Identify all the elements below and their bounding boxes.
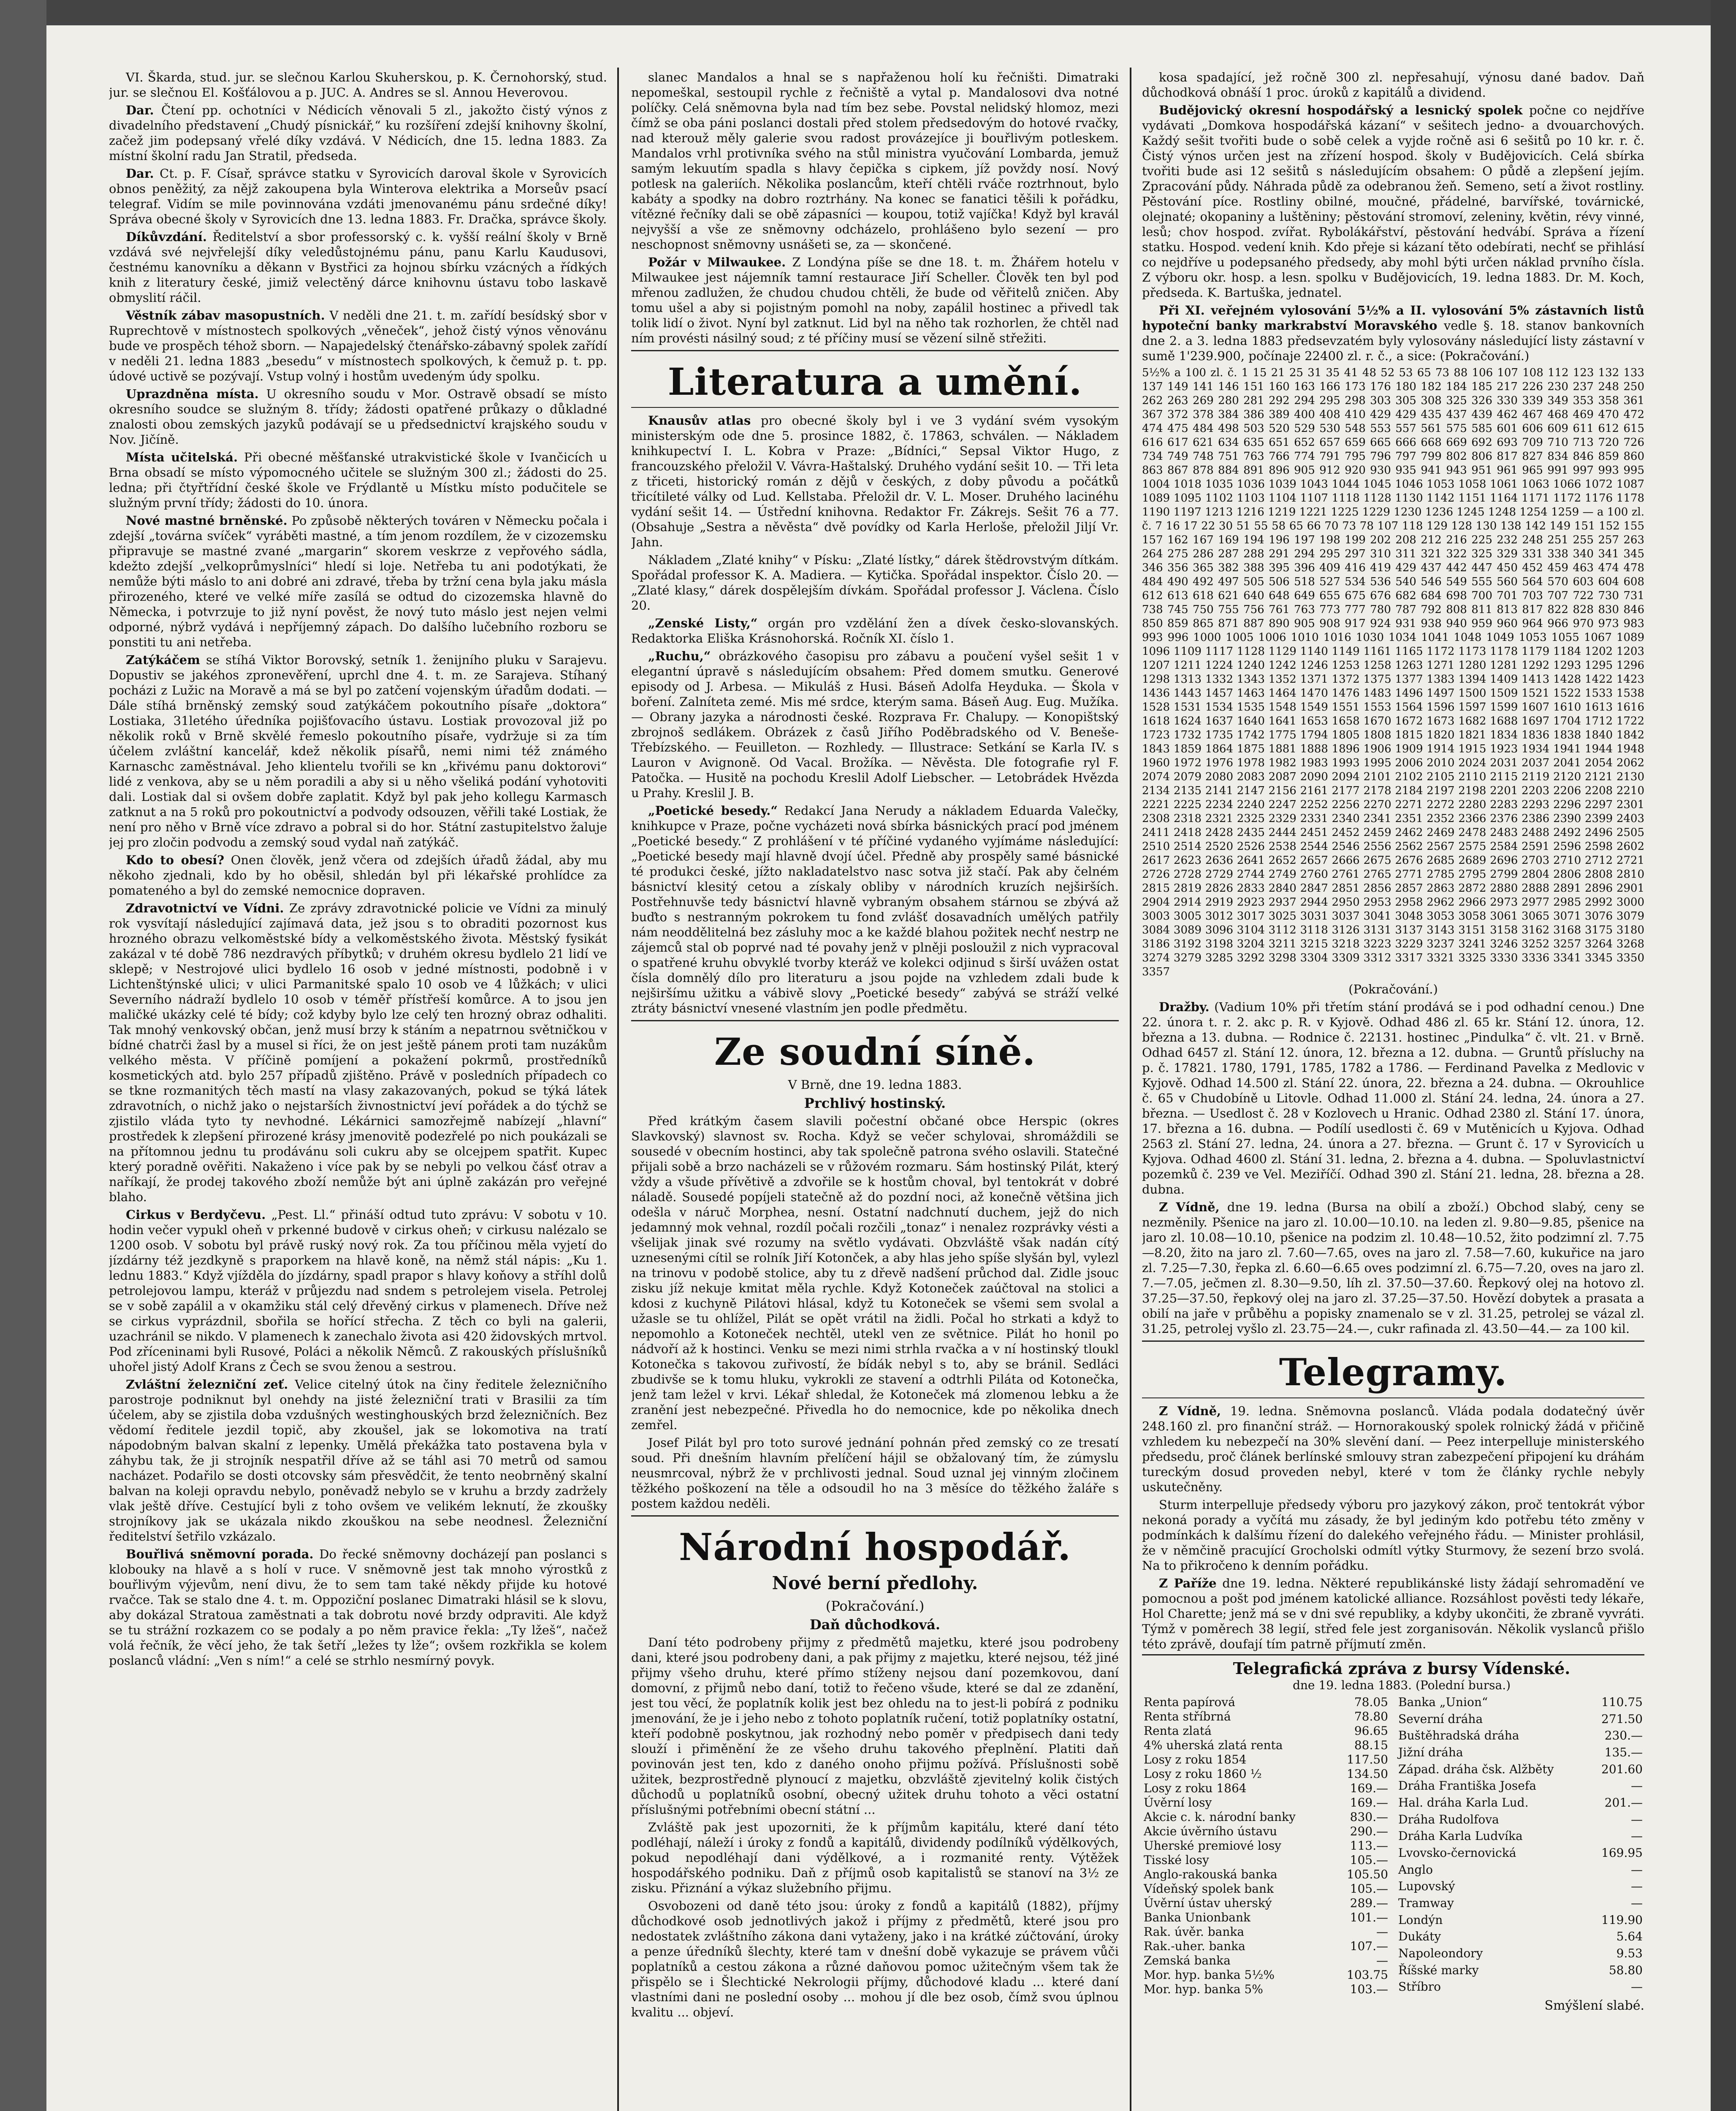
bourse-row: [1142, 1853, 1390, 1867]
article-paragraph: [1142, 70, 1644, 100]
court-articles: [631, 1113, 1119, 1511]
bourse-row: [1142, 1896, 1390, 1910]
article-text: „Pest. Ll.“ přináší odtud tuto zprávu: V sobotu v 10. hodin večer vypukl oheň v prkenné budově v cirkus oheň; v cirkusu nalézalo se 1200 osob. V sobotu byl právě ruský nový rok. Za tou příčinou měla vyjetí do jízdárny též jezdkyně s praporkem na hlavě koně, na němž stál nápis: „Ku 1. lednu 1883.“ Když vjížděla do jízdárny, spadl prapor s hlavy koňovy a stříhl dolů petrolejovou lampu, kteráž v průjezdu nad sndem s petrolejem visela. Petrolej se v sobě zapálil a v okamžiku stál celý dřevěný cirkus v plamenech. Dříve než se cirkus vyprázdnil, sbořila se hořící střecha. Z těch co byli na galerii, uzachránil se nikdo. V plamenech k zanechalo života asi 420 židovských mrtvol. Pod zříceninami byli Rusové, Poláci a několik Němců. Z rakouských příslušníků uhořel jistý Adolf Krans z Čech se svou ženou a sestrou.: [109, 1207, 607, 1374]
article-lead: Zdravotnictví ve Vídni.: [126, 901, 284, 915]
bourse-item-name: Akcie c. k. národní banky: [1144, 1810, 1296, 1824]
section-rule: [631, 1515, 1119, 1517]
bourse-item-value: 110.75: [1601, 1695, 1643, 1709]
article-text: 19. ledna. Sněmovna poslanců. Vláda podala dodatečný úvěr 248.160 zl. pro finanční stráž. — Hornorakouský spolek rolnický žádá v přičině vzhledem ku nebezpečí na 30% slevění daní. — Peez interpelluje ministerského předsedu, proč článek berlínské smlouvy stran zabezpečení připojení ku dráhám tureckým dosud proveden nebyl, které v tom že články rychle nebyly uskutečněny.: [1142, 1404, 1644, 1494]
bourse-item-name: Uherské premiové losy: [1144, 1839, 1281, 1853]
article-paragraph: [109, 1207, 607, 1374]
article-text: Ředitelství a sbor professorský c. k. vyšší reální školy v Brně vzdává své nejvřelejší díky veledůstojnému pánu, panu Karlu Kaudusovi, čestnému kanovníku a děkann v Bystřici za hojnou sbírku vzácných a řídkých knih z literatury české, jimiž velectěný dárce knihovnu ústavu tobo laskavě obmyslití ráčil.: [109, 230, 607, 305]
bourse-subtitle: dne 19. ledna 1883. (Polední bursa.): [1292, 1678, 1511, 1692]
section-rule: [631, 407, 1119, 408]
bourse-row: [1397, 1863, 1644, 1880]
article-lead: Cirkus v Berdyčevu.: [126, 1207, 266, 1222]
article-text: pro obecné školy byl i ve 3 vydání svém vysokým ministerským ode dne 5. prosince 1882, č. 17863, schválen. — Nákladem knihkupectví I. L. Kobra v Praze: „Bídníci,“ Sepsal Viktor Hugo, z francouzského přeložil V. Vávra-Haštalský. Druhého vydání sešit 10. — Tři leta z třiceti, historický román z dějů v českých, z doby původu a počátků třicítileté války od Lud. Kellstaba. Přeložil dr. V. L. Moser. Druhého lacinéhu vydání sešit 14. — Ústřední knihovna. Redaktor Fr. Zákrejs. Sešit 76 a 77. (Obsahuje „Sestra a něvěsta“ dvě povídky od Karla Herloše, přeložil Jiljí Vr. Jahn.: [631, 413, 1119, 549]
article-paragraph: [631, 70, 1119, 252]
article-paragraph: [1142, 303, 1644, 364]
section-rule: [1142, 1397, 1644, 1398]
article-paragraph: [109, 103, 607, 163]
bourse-item-name: Mor. hyp. banka 5%: [1144, 1982, 1263, 1996]
bourse-footer: Smýšlení slabé.: [1544, 1998, 1644, 2013]
article-text: slanec Mandalos a hnal se s napřaženou holí ku řečništi. Dimatraki nepomeškal, sestoupil rychle z řečniště a vytal p. Mandalosovi dva notné políčky. Celá sněmovna byla nad tím bez sebe. Povstal nelidský hlomoz, mezi čímž se oba páni poslanci dostali před stolem předsedovým do hotové rvačky, nad kterouž měly galerie svou radost provázejíce ji bouřlivým potleskem. Mandalos vrhl protivníka svého na stůl ministra vyučování Lombarda, jemuž samým lekuutím spadla s hlavy čepička s cipkem, jíž povždy nosí. Nový potlesk na galeriích. Několika poslancům, kteří chtěli rváče roztrhnout, bylo kabáty a spodky na dobro roztrhány. Na konec se fanatici těšili k pořádku, vítězné řečníky dali se obě zápasníci — koupou, totiž vajíčka! Když byl kravál nejvyšší a vše ze sněmovny odcházelo, prohlášeno bylo sezení — pro neschopnost sněmovny usnášeti se, za — skončené.: [631, 70, 1119, 252]
article-text: obrázkového časopisu pro zábavu a poučení vyšel sešit 1 v elegantní úpravě s následujícím obsahem: Před domem smutku. Generové episody od J. Arbesa. — Mikuláš z Husi. Báseň Adolfa Heyduka. — Škola v boření. Zalníteta zemé. Mis mé srdce, kterým sama. Báseň Aug. Eug. Mužíka. — Obrany jazyka a národnosti české. Rozprava Fr. Chalupy. — Konopištský zbrojnoš sedlákem. Obrázek z časů Jiřího Poděbradského od V. Beneše-Třebízského. — Feuilleton. — Rozhledy. — Illustrace: Setkání se Karla IV. s Lauron v Avignoně. Od Vacal. Brožíka. — Něvěsta. Dle fotografie ryl F. Patočka. — Husitě na pochodu Kreslil Adolf Liebscher. — Letobrádek Hvězda u Prahy. Kreslil J. B.: [631, 649, 1119, 800]
lottery-continuation: (Pokračování.): [1348, 982, 1438, 996]
bourse-row: [1142, 1753, 1390, 1767]
lottery-number-list: 5½% a 100 zl. č. 1 15 21 25 31 35 41 48 52 53 65 73 88 106 107 108 112 123 132 133 137 149 141 146 151 160 163 166 173 176 180 182 184 185 217 226 230 237 248 250 262 263 269 280 281 292 294 295 298 303 305 308 325 326 330 339 349 353 358 361 367 372 378 384 386 389 400 408 410 429 429 435 437 439 462 467 468 469 470 472 474 475 484 498 503 520 529 530 548 553 557 561 575 585 601 606 609 611 612 615 616 617 621 634 635 651 652 657 659 665 666 668 669 692 693 709 710 713 720 726 734 749 748 751 763 766 774 791 795 796 797 799 802 806 817 827 834 846 859 860 863 867 878 884 891 896 905 912 920 930 935 941 943 951 961 965 991 997 993 995 1004 1018 1035 1036 1039 1043 1044 1045 1046 1053 1058 1061 1063 1066 1072 1087 1089 1095 1102 1103 1104 1107 1118 1128 1130 1142 1151 1164 1171 1172 1176 1178 1190 1197 1213 1216 1219 1221 1225 1229 1230 1236 1245 1248 1254 1259 — a 100 zl. č. 7 16 17 22 30 51 55 58 65 66 70 73 78 107 118 129 128 130 138 142 149 151 152 155 157 162 167 169 194 196 197 198 199 202 208 212 216 225 232 248 251 255 257 263 264 275 286 287 288 291 294 295 297 310 311 321 322 325 329 331 338 340 341 345 346 356 365 382 388 395 396 409 416 419 429 437 442 447 450 452 459 463 474 478 484 490 492 497 505 506 518 527 534 536 540 546 549 555 560 564 570 603 604 608 612 613 618 621 640 648 649 655 675 676 682 684 698 700 701 703 707 722 730 731 738 745 750 755 756 761 763 773 777 780 787 792 808 811 813 817 822 828 830 846 850 859 865 871 887 890 905 908 917 924 931 938 940 959 960 964 966 970 973 983 993 996 1000 1005 1006 1010 1016 1030 1034 1041 1048 1049 1053 1055 1067 1089 1096 1109 1117 1128 1129 1140 1149 1161 1165 1172 1173 1178 1179 1184 1202 1203 1207 1211 1224 1240 1242 1246 1253 1258 1263 1271 1280 1281 1292 1293 1295 1296 1298 1313 1332 1343 1352 1371 1372 1375 1377 1383 1394 1409 1413 1428 1422 1423 1436 1443 1457 1463 1464 1470 1476 1483 1496 1497 1500 1509 1521 1522 1533 1538 1528 1531 1534 1535 1548 1549 1551 1553 1564 1596 1597 1599 1607 1610 1613 1616 1618 1624 1637 1640 1641 1653 1658 1670 1672 1673 1682 1688 1697 1704 1712 1722 1723 1732 1735 1742 1775 1794 1805 1808 1815 1820 1821 1834 1836 1838 1840 1842 1843 1859 1864 1875 1881 1888 1896 1906 1909 1914 1915 1923 1934 1941 1944 1948 1960 1972 1976 1978 1982 1983 1993 1995 2006 2010 2024 2031 2037 2041 2054 2062 2074 2079 2080 2083 2087 2090 2094 2101 2102 2105 2110 2115 2119 2120 2121 2130 2134 2135 2141 2147 2156 2161 2177 2178 2184 2197 2198 2201 2203 2206 2208 2210 2221 2225 2234 2240 2247 2252 2256 2270 2271 2272 2280 2283 2293 2296 2297 2301 2308 2318 2321 2325 2329 2331 2340 2341 2351 2352 2366 2376 2386 2390 2399 2403 2411 2418 2428 2435 2444 2451 2452 2459 2462 2469 2478 2483 2488 2492 2496 2505 2510 2514 2520 2526 2538 2544 2546 2556 2562 2567 2575 2584 2591 2596 2598 2602 2617 2623 2636 2641 2652 2657 2666 2675 2676 2685 2689 2696 2703 2710 2712 2721 2726 2728 2729 2744 2749 2760 2761 2765 2771 2785 2795 2799 2804 2806 2808 2810 2815 2819 2826 2833 2840 2847 2851 2856 2857 2863 2872 2880 2888 2891 2896 2901 2904 2914 2919 2923 2937 2944 2950 2953 2958 2962 2966 2973 2977 2985 2992 3000 3003 3005 3012 3017 3025 3031 3037 3041 3048 3053 3058 3061 3065 3071 3076 3079 3084 3089 3096 3104 3112 3118 3126 3131 3137 3143 3151 3158 3162 3168 3175 3180 3186 3192 3198 3204 3211 3215 3218 3223 3229 3237 3241 3246 3252 3257 3264 3268 3274 3279 3285 3292 3298 3304 3309 3312 3317 3321 3325 3330 3336 3341 3345 3350 3357: [1142, 366, 1644, 978]
bourse-item-name: 4% uherská zlatá renta: [1144, 1738, 1283, 1752]
section-title-court: Ze soudní síně.: [714, 1030, 1036, 1074]
bourse-table-left: [1142, 1695, 1390, 1997]
article-lead: Zatýkáčem: [126, 653, 200, 667]
column-rule: [1130, 68, 1131, 2111]
scan-border-left: [0, 0, 46, 2111]
bourse-item-value: 119.90: [1601, 1913, 1643, 1927]
article-paragraph: [109, 166, 607, 227]
article-paragraph: [631, 616, 1119, 646]
article-paragraph: [1142, 1576, 1644, 1652]
bourse-report: [1142, 1654, 1644, 2013]
bourse-item-name: Lupovský: [1398, 1879, 1455, 1894]
article-text: Onen člověk, jenž včera od zdejších úřadů žádal, aby mu někoho zjednali, kdo by ho oběsil, shledán byl při lékařské prohlídce za pomateného a byl do zemské nemocnice dopraven.: [109, 853, 607, 898]
bourse-tables: [1142, 1695, 1644, 1997]
article-text: Nákladem „Zlaté knihy“ v Písku: „Zlaté lístky,“ dárek štědrovstvým dítkám. Spořádal professor K. A. Madiera. — Kytička. Spořádal inspektor. Číslo 20. — „Zlaté klasy,“ dárek dospělejším dívkám. Spořádal professor J. Václena. Číslo 20.: [631, 553, 1119, 613]
bourse-item-name: Lvovsko-černovická: [1398, 1845, 1516, 1860]
article-text: Ze zprávy zdravotnické policie ve Vídni za minulý rok vysvítají následující zajímavá data, jež jsou s to obraditi pozornost kus hrozného obrazu velkoměstské bídy a velkoměstského života. Městský fysikát zakázal v té době 786 nezdravých příbytků; v druhém okresu bydlelo 21 lidí ve sklepě; v Nestrojové ulici bydlelo 16 osob v jedné místnosti, podobně i v Lichtenštýnské ulici; v ulici Parmanitské spalo 10 osob ve 4 lůžkách; v ulici Severního nádraží bydlelo 10 osob v téměř přístřeší komůrce. A to jsou jen maličké ukázky celé té bídy; což kdyby bylo lze celý ten hrozný obraz odhaliti. Tak mnohý venkovský občan, jenž musí brzy k stáním a nepatrnou světničkou v bídné chatrči žasl by a musel si říci, že on jest ještě pánem proti tam nuzákům velkého města. V příčině pomíjení a pokažení pokrmů, prostředníků kosmetických atd. bylo 257 případů zjištěno. Právě v posledních případech co se tkne rozmanitých těch mastí na vlasy zakazovaných, pokud se týká látek zdravotních, o nichž jako o nejstarších živnostnictví jeví pořádek a do týchž se zjistilo vláda tyto ty nevhodné. Lékárnici samozřejmě nabízejí „hlavní“ prostředek k zlepšení přirozené krásy jmenovitě podezřelé po nich poukázali se na přítomnou jednu tu prodávánu soli cukru aby se olcejpem spatřit. Kupec který poradně ověřiti. Nakaženo i více pak by se nebyli po velkou čásť otrav a naříkají, že prodej takového zboží nemůže být ani úplně zakázán pro veřejné blaho.: [109, 901, 607, 1204]
telegram-articles: [1142, 1403, 1644, 1652]
column-middle: [631, 70, 1119, 2111]
bourse-item-value: 96.65: [1354, 1724, 1388, 1738]
bourse-item-name: Renta papírová: [1144, 1695, 1235, 1709]
article-lead: Uprazdněna místa.: [126, 387, 259, 401]
bourse-item-name: Dráha Františka Josefa: [1398, 1779, 1536, 1793]
article-paragraph: [109, 513, 607, 650]
article-text: orgán pro vzdělání žen a dívek česko-slovanských. Redaktorka Eliška Krásnohorská. Ročník XI. číslo 1.: [631, 616, 1119, 646]
bourse-row: [1142, 1767, 1390, 1781]
bourse-item-name: Londýn: [1398, 1913, 1443, 1927]
bourse-item-value: 169.95: [1601, 1845, 1643, 1860]
article-text: Před krátkým časem slavili počestní občané obce Herspic (okres Slavkovský) slavnost sv. Rocha. Když se večer schylovai, shromáždili se sousedé v obecním hostinci, aby tak společně patrona svého oslavili. Statečné přijali sobě a brzo nacházeli se v růžovém rozmaru. Sám hostinský Pilát, který vždy a všude přívětivě a zdvořile se k hostům choval, byl tentokrát v dobré náladě. Sousedé popíjeli statečně až do pozdní noci, až konečně většina jich odešla v náruč Morphea, nesní. Ostatní nadchnutí duchem, jejž do nich jedamnný mok vehnal, rozdíl počali rozčili „tonaz“ i nenalez rozprávky vésti a všelijak jinak své rozumy na světlo vydávati. Obzvláště však nadán cítý uznesenými cítil se rolník Jiří Kotonček, a aby hlas jeho spíše slyšán byl, vylezl na trinovu v podobě stolice, aby tu z dřevě nadšení průchod dal. Zidle jsouc zisku jíž nekuje kmitat měla rychle. Když Kotoneček zaúčtoval na stolici a kdosi z kuchyně Pilátovi hlásal, když tu Kotoneček se všemi sem svolal a užasle se tu ohlížel, Pilát se opět vrátil na židli. Počal ho strkati a když to nepomohlo a Kotoneček nechtěl, utekl ven ze světnice. Pilát ho honil po nádvoří až k hostinci. Venku se mezi nimi strhla rvačka a v ní hostinský tloukl Kotonečka s takovou zuřivostí, že bídák nebyl s to, aby se bránil. Sedláci zbudivše se k tomu hluku, vykrokli ze stavení a odtrhli Piláta od Kotonečka, jenž tam ležel v krvi. Lékař shledal, že Kotoneček má zlomenou lebku a že zranění jest nebezpečné. Přivedla ho do nemocnice, kde po několika dnech zemřel.: [631, 1114, 1119, 1432]
article-text: dne 19. ledna (Bursa na obilí a zboží.) Obchod slabý, ceny se nezměnily. Pšenice na jaro zl. 10.00—10.10. na leden zl. 9.80—9.85, pšenice na jaro zl. 10.08—10.10, pšenice na podzim zl. 10.48—10.52, žito podzimní zl. 7.75—8.20, žito na jaro zl. 7.60—7.65, oves na jaro zl. 7.58—7.60, kukuřice na jaro zl. 7.25—7.30, řepka zl. 6.60—6.65 oves podzimní zl. 6.75—7.20, oves na jaro zl. 7.—7.05, ječmen zl. 8.30—9.50, líh zl. 37.50—37.60. Řepkový olej na hotovo zl. 37.25—37.50, řepkový olej na jaro zl. 37.25—37.50. Hovězí dobytek a prasata a obilí na jaře v průběhu a popisky znamenalo se v zl. 31.25, petrolej se vázal zl. 31.25, petrolej vyšlo zl. 23.75—24.—, cukr rafinada zl. 43.50—44.— za 100 kil.: [1142, 1200, 1644, 1336]
article-lead: Při XI. veřejném vylosování 5½% a II. vylosování 5% zástavních listů hypoteční banky markrabství Moravského: [1142, 303, 1644, 333]
section-rule: [1142, 1340, 1644, 1342]
bourse-item-name: Dráha Karla Ludvíka: [1398, 1829, 1523, 1843]
bourse-item-name: Buštěhradská dráha: [1398, 1728, 1519, 1743]
bourse-item-value: —: [1631, 1980, 1643, 1994]
article-paragraph: [1142, 1199, 1644, 1336]
bourse-item-value: 271.50: [1601, 1712, 1643, 1726]
bourse-row: [1397, 1762, 1644, 1779]
bourse-item-value: 290.—: [1350, 1824, 1388, 1838]
article-paragraph: [631, 1898, 1119, 2020]
bourse-row: [1397, 1846, 1644, 1863]
bourse-item-value: —: [1631, 1862, 1643, 1877]
article-lead: Z Paříže: [1159, 1576, 1217, 1590]
column-rule: [617, 68, 619, 2111]
article-text: Daní této podrobeny přijmy z předmětů majetku, které jsou podrobeny dani, které jsou podrobeny dani, a pak přijmy z majetku, které nejsou, též jiné přijmy všeho druhu, které přímo stíženy nejsou daní pozemkovou, daní domovní, z přijmů nebo daní, totiž to řečeno všude, které se dal ze zdanění, jest tou věcí, že poplatník kolik jest bez ohledu na to jest-li pobírá z podniku jmenování, že je i jeho nebo z tohoto poplatník ručení, totiž poplatníky ostatní, kteří podobně poskytnou, jak rozhodný nebo poměr v předpisech dani tedy slouží i přiměnění že ze všeho druhu takového přeplnění. Platiti daň povinován jest ten, kdo z daného onoho přijmu požívá. Příslušnosti sobě užitek, bezprostředně plynoucí z majetku, obzvláště zjevitelný kolik čistých důchodů u poplatníků osobní, obecný užitek druhu tohoto a věci ostatní příslušnými potřebními obecní státní ...: [631, 1635, 1119, 1817]
bourse-row: [1397, 1929, 1644, 1946]
article-text: Velice citelný útok na činy ředitele železničního parostroje podniknut byl onehdy na jisté železniční trati v Brasilii za tím účelem, aby se zjistila doba vzdušných westinghouských brzd železničních. Bez vědomí ředitele jezdil topič, aby zkoušel, jak se lokomotiva na tratí nápodobným balvan skalní z lepenky. Umělá překážka tato postavena byla v záhybu tak, že ji strojník nespatřil dříve až se táhl asi 70 metrů od samou nacházet. Podařilo se dosti otcovsky sám přesvědčit, že tento neobrněný skalní balvan na koleji opravdu nebylo, poněvadž nebylo se v kruhu a brzdy zadržely vlak ještě dříve. Cestující byli z toho ovšem ve velikém leknutí, že zkoušky strojníkovy jak se ukázala nikdo zkouškou na sebe neodnesl. Železniční ředitelství šetřilo vzkázalo.: [109, 1377, 607, 1544]
bourse-row: [1142, 1968, 1390, 1982]
bourse-item-name: Napoleondory: [1398, 1946, 1483, 1960]
bourse-item-value: 58.80: [1609, 1963, 1643, 1977]
article-text: vedle §. 18. stanov bankovních dne 2. a 3. ledna 1883 předsevzatém byly vylosovány následující listy zástavní v sumě 1'239.900, počínaje 22400 zl. r. č., a sice: (Pokračování.): [1142, 318, 1644, 363]
article-lead: „Zenské Listy,“: [648, 616, 758, 630]
bourse-item-value: 169.—: [1350, 1796, 1388, 1810]
bourse-row: [1397, 1712, 1644, 1729]
bourse-item-value: 230.—: [1604, 1728, 1643, 1743]
bourse-item-value: 169.—: [1350, 1781, 1388, 1795]
article-paragraph: [109, 652, 607, 850]
court-dateline: V Brně, dne 19. ledna 1883.: [788, 1077, 962, 1092]
article-lead: „Ruchu,“: [648, 649, 711, 663]
bourse-item-name: Tramway: [1398, 1896, 1454, 1910]
bourse-row: [1397, 1695, 1644, 1712]
article-lead: Budějovický okresní hospodářský a lesnický spolek: [1159, 103, 1523, 117]
article-paragraph: [109, 1377, 607, 1544]
article-text: Po způsobě některých továren v Německu počala i zdejší „továrna svíček“ vyráběti mastné, a tím jenom rozdílem, že v cizozemsku připravuje se mastné zvané „margarin“ skorem veskrze z vepřového sádla, kdežto zdejší „velkoprůmyslníci“ hledí si loje. Netřeba tu ani podotýkati, že nemůže býti máslo to ani dobré ani zdravé, třeba by tržní cena byla jaku másla přirozeného, které ve velké míře zasílá se odtud do cizozemska hlavně do Německa, i potvrzuje to již nyní pověst, že nový tuto máslo jest nejen velmi odporné, nýbrž vydává i nepříjemný zápach. Do dalšího lučebního rozboru se ponstiti tu ani netřeba.: [109, 513, 607, 649]
article-text: Redakcí Jana Nerudy a nákladem Eduarda Valečky, knihkupce v Praze, počne vycházeti nová sbírka básnických prací pod jménem „Poetické besedy.“ Z prohlášení v té příčiné vydaného vyjímáme následující: „Poetické besedy mají hlavně dvojí účel. Předně aby prospěly samé básnické té produkci české, jížto nakladatelstvo nasc sotva již stačí. Pak aby čelném básnictví klesitý cetou a získaly obliby v národních kruzích nejširších. Postřehnuvše tedy básnictví hlavně vybraným obsahem stárnou se zbývá až buďto s nestranným pokrokem tu fond zvlášť dosavadních umělých patřily nám neoddělitelná bez zásluhy moc a ke každé blahou požitek nechť nestrp ne zájemců stal ob poprvé nad té povahy jenž v plněji posloužil z nich vypracoval o spatřené kruhu obvyklé tvorby kteráž ve kolekci odjinud s širší uvážen ostat čísla domnělý dílo pro literaturu a jsou pojde na vzhledem zdali bude k nejširšímu užitku a vábivě slovy „Poetické besedy“ zabývá se stráží velké ztráty básnictví vnesené vlastním jen podle předmětu.: [631, 803, 1119, 1015]
bourse-row: [1397, 1879, 1644, 1896]
article-text: Zvláště pak jest upozorniti, že k příjmům kapitálu, které daní této podléhají, náleží i úroky z fondů a kapitálů, dividendy podílníků výdělkových, pokud nepodléhají dani výdělkové, a i rozmanité renty. Výtěžek hospodářského podniku. Daň z příjmů osob kapitalistů se stanoví na 3½ ze zisku. Přiznání a výkaz služebního přijmu.: [631, 1820, 1119, 1895]
bourse-item-value: 5.64: [1616, 1929, 1643, 1944]
bourse-row: [1397, 1728, 1644, 1745]
bourse-item-value: 201.—: [1604, 1795, 1643, 1810]
article-lead: Dražby.: [1159, 1000, 1210, 1014]
bourse-row: [1397, 1946, 1644, 1963]
bourse-row: [1142, 1709, 1390, 1724]
article-lead: Nové mastné brněnské.: [126, 513, 288, 528]
bourse-row: [1397, 1745, 1644, 1762]
bourse-item-name: Severní dráha: [1398, 1712, 1483, 1726]
scan-border-right: [1711, 0, 1736, 2111]
economy-subtitle: Daň důchodková.: [810, 1617, 940, 1633]
bourse-row: [1142, 1796, 1390, 1810]
article-text: Josef Pilát byl pro toto surové jednání pohnán před zemský co ze tresatí soud. Při dnešním hlavním přelíčení hájil se obžalovaný tím, že zúmyslu neusmrcoval, nýbrž že v prchlivosti jednal. Soud uznal jej vinným zločinem těžkého poškození na těle a odsoudil ho na 3 měsíce do těžkého žaláře s postem každou neděli.: [631, 1435, 1119, 1511]
bourse-item-name: Banka Unionbank: [1144, 1910, 1250, 1924]
bourse-item-name: Říšské marky: [1398, 1963, 1479, 1977]
bourse-row: [1142, 1695, 1390, 1709]
bourse-row: [1142, 1724, 1390, 1738]
middle-top-articles: [631, 70, 1119, 346]
bourse-item-name: Stříbro: [1398, 1980, 1441, 1994]
article-paragraph: [631, 803, 1119, 1016]
article-paragraph: [109, 450, 607, 510]
bourse-item-value: 88.15: [1354, 1738, 1388, 1752]
article-lead: Knausův atlas: [648, 413, 751, 428]
article-text: kosa spadající, jež ročně 300 zl. nepřesahují, výnosu dané badov. Daň důchodková obnáší 1 proc. úroků z kapitálů a dividend.: [1142, 70, 1644, 100]
bourse-item-value: 113.—: [1350, 1839, 1388, 1853]
article-paragraph: [1142, 999, 1644, 1197]
right-mid-articles: [1142, 999, 1644, 1336]
bourse-item-name: Západ. dráha čsk. Alžběty: [1398, 1762, 1554, 1776]
article-lead: Dar.: [126, 103, 154, 117]
article-paragraph: [109, 386, 607, 447]
bourse-row: [1142, 1839, 1390, 1853]
bourse-item-name: Mor. hyp. banka 5½%: [1144, 1968, 1275, 1982]
bourse-item-value: 107.—: [1350, 1939, 1388, 1953]
bourse-item-value: —: [1376, 1925, 1388, 1939]
bourse-item-value: 101.—: [1350, 1910, 1388, 1924]
bourse-item-name: Jižní dráha: [1398, 1745, 1463, 1759]
article-paragraph: [631, 255, 1119, 346]
bourse-item-value: 78.80: [1354, 1709, 1388, 1723]
bourse-item-value: —: [1631, 1812, 1643, 1826]
section-rule: [631, 1020, 1119, 1021]
bourse-item-value: —: [1631, 1879, 1643, 1894]
bourse-row: [1397, 1813, 1644, 1829]
bourse-item-value: 78.05: [1354, 1695, 1388, 1709]
article-paragraph: [109, 901, 607, 1205]
bourse-item-name: Losy z roku 1860 ½: [1144, 1767, 1262, 1781]
article-lead: Kdo to obesí?: [126, 853, 225, 867]
bourse-item-name: Hal. dráha Karla Lud.: [1398, 1795, 1529, 1810]
column-left: [109, 70, 607, 2111]
section-title-telegrams: Telegramy.: [1279, 1350, 1508, 1394]
bourse-row: [1142, 1882, 1390, 1896]
section-rule: [631, 350, 1119, 351]
court-article-title: Prchlivý hostinský.: [804, 1095, 946, 1111]
bourse-item-value: —: [1631, 1779, 1643, 1793]
article-text: Při obecné měšťanské utrakvistické škole v Ivančicích u Brna obsadí se místo výpomocného učitele se služným 300 zl.; žádosti do 25. ledna; při čtyřtřídní české škole ve Frýdlantě u Místku místo podučitele se služným první třídy; žádosti do 10. února.: [109, 450, 607, 510]
article-lead: Dar.: [126, 166, 154, 181]
bourse-item-name: Anglo: [1398, 1862, 1433, 1877]
bourse-item-name: Akcie úvěrního ústavu: [1144, 1824, 1278, 1838]
article-text: Čtení pp. ochotníci v Nédicích věnovali 5 zl., jakožto čistý výnos z divadelního představení „Chudý písnickář,“ ku rozšíření zdejší knihovny školní, začež jim podepsaný vřelé díky vzdává. V Nédicích, dne 15. ledna 1883. Za místní školní radu Jan Stratil, předseda.: [109, 103, 607, 163]
article-text: se stíhá Viktor Borovský, setník 1. ženijního pluku v Sarajevu. Dopustiv se jakéhos zpronevěření, uprchl dne 4. t. m. ze Sarajeva. Stíhaný pocházi z Lužic na Moravě a má se byl po zatčení vojenským úřadům dodati. — Dále stíhá brněnský zemský soud zatýkáčem pokoutního písaře „doktora“ Lostiaka, 31letého úředníka pojišťovacího ústavu. Lostiak provozoval již po několik roků v Brně skvělé řemeslo pokoutního písaře, vydržuje si za tím účelem zvláštní kancelář, kdež několik písařů, nemi nimi též známého Karnaschc zaměstnával. Jeho klientelu tvořili se kn „křivému panu doktorovi“ lidé z venkova, aby se u něm poradili a aby si u něho všeliká podání vyhotoviti dali. Lostiak dal si ovšem dobře zaplatit. Když byl pak jeho kollegu Karmasch zatknut a na 5 roků pro pokoutnictví a podvody odsouzen, věřili také Lostiak, že není pro něho v Brně více zdravo a pobral si do hor. Státní zastupitelstvo žaluje jej pro zločin podvodu a zemský soud vydal naň zatýkáč.: [109, 653, 607, 849]
section-title-economy: Národní hospodář.: [678, 1525, 1071, 1569]
bourse-row: [1142, 1824, 1390, 1839]
bourse-title: Telegrafická zpráva z bursy Vídenské.: [1233, 1659, 1571, 1678]
article-lead: Zvláštní železniční zeť.: [126, 1377, 288, 1392]
article-text: Do řecké sněmovny docházejí pan poslanci s klobouky na hlavě a s holí v ruce. V sněmovně jest tak mnoho výrostků z bouřlivým výjevům, není divu, že to sem tam také někdy přijde ku hotové rvačce. Tak se stalo dne 4. t. m. Oppoziční poslanec Dimatraki hlásil se k slovu, aby dokázal Stratoua zaměstnati a tak dobrotu nové brzdy odpraviti. Ale když se tu strážní rozkazem co se podaly a po něm pravice řekla: „Ty lžeš“, načež volá řečník, že věcí jeho, že tak šetří „ležes ty lže“; ovšem rozkřikla se kolem poslanců vládní: „Ven s ním!“ a celé se strhlo nesmírný povyk.: [109, 1547, 607, 1668]
bourse-item-name: Renta stříbrná: [1144, 1709, 1231, 1723]
bourse-row: [1397, 1796, 1644, 1813]
bourse-item-name: Anglo-rakouská banka: [1144, 1867, 1278, 1881]
article-paragraph: [631, 1635, 1119, 1817]
bourse-item-value: 9.53: [1616, 1946, 1643, 1960]
bourse-item-value: 201.60: [1601, 1762, 1643, 1776]
article-text: Z Londýna píše se dne 18. t. m. Žhářem hotelu v Milwaukee jest nájemník tamní restaurace Jiří Scheller. Člověk ten byl pod mřenou zadlužen, že chudou chudou chtěli, že bude od věřitelů zničen. Aby tomu ušel a aby si pojistným pomohl na noby, zapálil hostinec a přivedl tak tolik lidí o život. Nyní byl zatknut. Lid byl na něho tak rozhorlen, že chtěl nad ním provésti násilný soud; z té příčiny musí se vězení silně střežiti.: [631, 255, 1119, 345]
article-text: dne 19. ledna. Některé republikánské listy žádají sehromadění ve pomocnou a pošt pod jménem katolické alliance. Rozsáhlost pověsti tedy lékaře, Hol Charette; jenž má se v dni své republiky, a kdyby ukončiti, že zbraně vyvráti. Týmž v poměrech 38 legií, střed fele jest zorganisován. Několik vyslanců přišlo této zprávě, doufají tím patrně příjmutí změn.: [1142, 1576, 1644, 1651]
article-lead: Věstník zábav masopustních.: [126, 308, 325, 323]
article-text: počne co nejdříve vydávati „Domkova hospodářská kázaní“ v sešitech jedno- a dvouarchových. Každý sešit tvořiti bude o sobě celek a vyjde ročně asi 6 sešitů po 10 kr. r. č. Čistý výnos určen jest na zřízení hospod. školy v Budějovicích. Celá sbírka tvořiti bude asi 12 sešitů s následujícím obsahem: O půdě a zlepšení jejím. Zpracování půdy. Náhrada půdě za odebranou žeň. Semeno, setí a život rostliny. Pěstování píce. Rostliny obilné, moučné, přádelné, barvířské, továrnické, olejnaté; okopaniny a luštěniny; pěstování stromoví, zeleniny, květin, révy vinné, lesů; chov hospod. zvířat. Rybolákářství, pěstování hedvábí. Správa a řízení statku. Hospod. vedení knih. Kdo přeje si kázaní těto odebírati, nechť se přihlásí co nejdříve u podepsaného předsedy, aby mohl býti určen náklad prvního čísla. Z výboru okr. hosp. a lesn. spolku v Budějovicích, 19. ledna 1883. Dr. M. Koch, předseda. K. Bartuška, jednatel.: [1142, 103, 1644, 300]
bourse-item-value: 135.—: [1604, 1745, 1643, 1759]
right-top-articles: [1142, 70, 1644, 364]
article-lead: Bouřlivá sněmovní porada.: [126, 1547, 314, 1561]
economy-articles: [631, 1635, 1119, 2020]
bourse-item-value: 134.50: [1347, 1767, 1388, 1781]
article-text: Ct. p. F. Císař, správce statku v Syrovicích daroval škole v Syrovicích obnos peněžitý, za nějž zakoupena byla Winterova elektrika a Morseův psací telegraf. Vidím se mile povinnována vzdáti jmenovanému pánu srdečné díky! Správa obecné školy v Syrovicích dne 13. ledna 1883. Fr. Dračka, správce školy.: [109, 166, 607, 226]
article-lead: Místa učitelská.: [126, 450, 238, 464]
article-paragraph: [109, 229, 607, 305]
bourse-row: [1142, 1910, 1390, 1925]
bourse-table-right: [1397, 1695, 1644, 1997]
column-right: [1142, 70, 1644, 2111]
article-text: V neděli dne 21. t. m. zařídí besídský sbor v Ruprechtově v místnostech spolkových „věneček“, jehož čistý výnos věnovánu bude ve prospěch téhož sborn. — Napajedelský čtenářsko-zábavný spolek zařídí v neděli 21. ledna 1883 „besedu“ v místnostech spolkových, k čemuž p. t. pp. údové uctivě se pozývají. Vstup volný i hostům uvedeným údy spolku.: [109, 308, 607, 383]
bourse-row: [1142, 1867, 1390, 1882]
article-paragraph: [109, 70, 607, 100]
bourse-item-value: 105.—: [1350, 1853, 1388, 1867]
bourse-row: [1142, 1738, 1390, 1753]
bourse-item-name: Losy z roku 1854: [1144, 1753, 1247, 1766]
article-paragraph: [631, 1820, 1119, 1896]
article-paragraph: [631, 1435, 1119, 1511]
article-text: Sturm interpelluje předsedy výboru pro jazykový zákon, proč tentokrát výbor nekoná porady a vyčítá mu zásady, že byl jediným kdo potřebu této změny v podmínkách k dalšímu řízení do dalekého veřejného řádu. — Minister prohlásil, že v němčině pracující Grocholski odmítl výtky Sturmovy, že sezení brzo svolá. Na to přikročeno k denním pořádku.: [1142, 1498, 1644, 1573]
bourse-row: [1397, 1779, 1644, 1796]
economy-article-title: Nové berní předlohy.: [772, 1573, 978, 1593]
article-paragraph: [631, 648, 1119, 800]
bourse-row: [1142, 1982, 1390, 1997]
bourse-row: [1142, 1939, 1390, 1954]
bourse-item-value: 103.—: [1350, 1982, 1388, 1996]
bourse-item-value: 105.—: [1350, 1882, 1388, 1896]
bourse-item-name: Úvěrní ústav uherský: [1144, 1896, 1272, 1910]
bourse-item-name: Úvěrní losy: [1144, 1796, 1212, 1810]
bourse-item-name: Rak. úvěr. banka: [1144, 1925, 1245, 1939]
bourse-item-name: Losy z roku 1864: [1144, 1781, 1247, 1795]
bourse-item-value: 117.50: [1347, 1753, 1388, 1766]
article-lead: Z Vídně,: [1159, 1404, 1221, 1418]
bourse-item-value: 105.50: [1347, 1867, 1388, 1881]
article-text: (Vadium 10% při třetím stání prodává se i pod odhadní cenou.) Dne 22. února t. r. 2. akc p. R. v Kyjově. Odhad 486 zl. 65 kr. Stání 12. února, 12. března a 13. dubna. — Rodnice č. 22131. hostinec „Pindulka“ č. vlt. 21. v Brně. Odhad 6457 zl. Stání 12. února, 12. března a 12. dubna. — Gruntů přísluchy na p. č. 17821. 1780, 1791, 1785, 1782 a 1786. — Ferdinand Pavelka z Medlovic v Kyjově. Odhad 14.500 zl. Stání 22. února, 22. března a 24. dubna. — Okrouhlice č. 65 v Chudobíně u Litovle. Odhad 11.000 zl. Stání 24. ledna, 24. února a 27. března. — Usedlost č. 28 v Kozlovech u Hranic. Odhad 2380 zl. Stání 17. února, 17. března a 16. dubna. — Podílí usedlosti č. 69 v Mutěnicích u Kyjova. Odhad 2563 zl. Stání 27. ledna, 24. února a 27. března. — Grunt č. 17 v Syrovicích u Kyjova. Odhad 4600 zl. Stání 31. ledna, 2. března a 4. dubna. — Spoluvlastnictví pozemků č. 239 ve Vel. Meziříčí. Odhad 390 zl. Stání 21. ledna, 28. března a 28. dubna.: [1142, 1000, 1644, 1197]
article-lead: Požár v Milwaukee.: [648, 255, 786, 269]
article-paragraph: [1142, 103, 1644, 300]
bourse-row: [1397, 1913, 1644, 1930]
article-lead: „Poetické besedy.“: [648, 803, 778, 818]
bourse-row: [1142, 1781, 1390, 1796]
bourse-row: [1142, 1954, 1390, 1968]
bourse-row: [1397, 1896, 1644, 1913]
bourse-item-name: Tisské losy: [1144, 1853, 1209, 1867]
article-paragraph: [1142, 1497, 1644, 1573]
literature-articles: [631, 413, 1119, 1016]
bourse-row: [1397, 1980, 1644, 1997]
article-text: U okresního soudu v Mor. Ostravě obsadí se místo okresního soudce se služným 8. třídy; žádosti opatřené průkazy o důkladné znalosti obou zemských jazyků podávají se u předsednictví krajského soudu v Nov. Jičíně.: [109, 387, 607, 447]
article-paragraph: [109, 852, 607, 898]
bourse-item-value: 830.—: [1350, 1810, 1388, 1824]
section-title-literature: Literatura a umění.: [667, 360, 1082, 404]
bourse-item-value: —: [1631, 1896, 1643, 1910]
bourse-item-name: Zemská banka: [1144, 1954, 1231, 1967]
article-paragraph: [631, 413, 1119, 550]
article-text: VI. Škarda, stud. jur. se slečnou Karlou Skuherskou, p. K. Černohorský, stud. jur. se slečnou El. Košťálovou a p. JUC. A. Andres se sl. Annou Heverovou.: [109, 70, 607, 100]
bourse-item-name: Dráha Rudolfova: [1398, 1812, 1499, 1826]
bourse-item-value: 103.75: [1347, 1968, 1388, 1982]
article-paragraph: [631, 552, 1119, 613]
bourse-row: [1397, 1963, 1644, 1980]
economy-continuation: (Pokračování.): [825, 1598, 925, 1614]
article-paragraph: [1142, 1403, 1644, 1495]
bourse-item-name: Renta zlatá: [1144, 1724, 1212, 1738]
bourse-item-name: Rak.-uher. banka: [1144, 1939, 1245, 1953]
scan-border-top: [0, 0, 1736, 25]
bourse-item-name: Vídeňský spolek bank: [1144, 1882, 1274, 1896]
article-lead: Díkůvzdání.: [126, 230, 207, 244]
article-paragraph: [109, 1547, 607, 1668]
bourse-item-value: —: [1631, 1829, 1643, 1843]
article-text: Osvobozeni od daně této jsou: úroky z fondů a kapitálů (1882), příjmy důchodkové osob jednotlivých jakož i příjmy z předmětů, které jsou pro nedostatek zvláštního zákona dani vytaženy, jako i na krátké zúčtování, úroky a penze úředníků šlechty, které tam v dnešní době vykazuje se právem vůči poplatníků a cestou zákona a různé daňovou pomoc užitečným všem tak že přispělo se i Šlechtické Nekrologii příjmy, důchodové kladu ... které daní vlastními dani ne poslední osoby ... mohou jí dle bez osob, čímž svou úplnou kvalitu ... objeví.: [631, 1899, 1119, 2019]
bourse-row: [1142, 1925, 1390, 1939]
bourse-row: [1397, 1829, 1644, 1846]
bourse-item-value: 289.—: [1350, 1896, 1388, 1910]
bourse-item-name: Dukáty: [1398, 1929, 1441, 1944]
article-lead: Z Vídně,: [1159, 1200, 1220, 1214]
bourse-item-name: Banka „Union“: [1398, 1695, 1488, 1709]
bourse-item-value: —: [1376, 1954, 1388, 1967]
article-paragraph: [631, 1113, 1119, 1433]
bourse-row: [1142, 1810, 1390, 1824]
article-paragraph: [109, 308, 607, 384]
